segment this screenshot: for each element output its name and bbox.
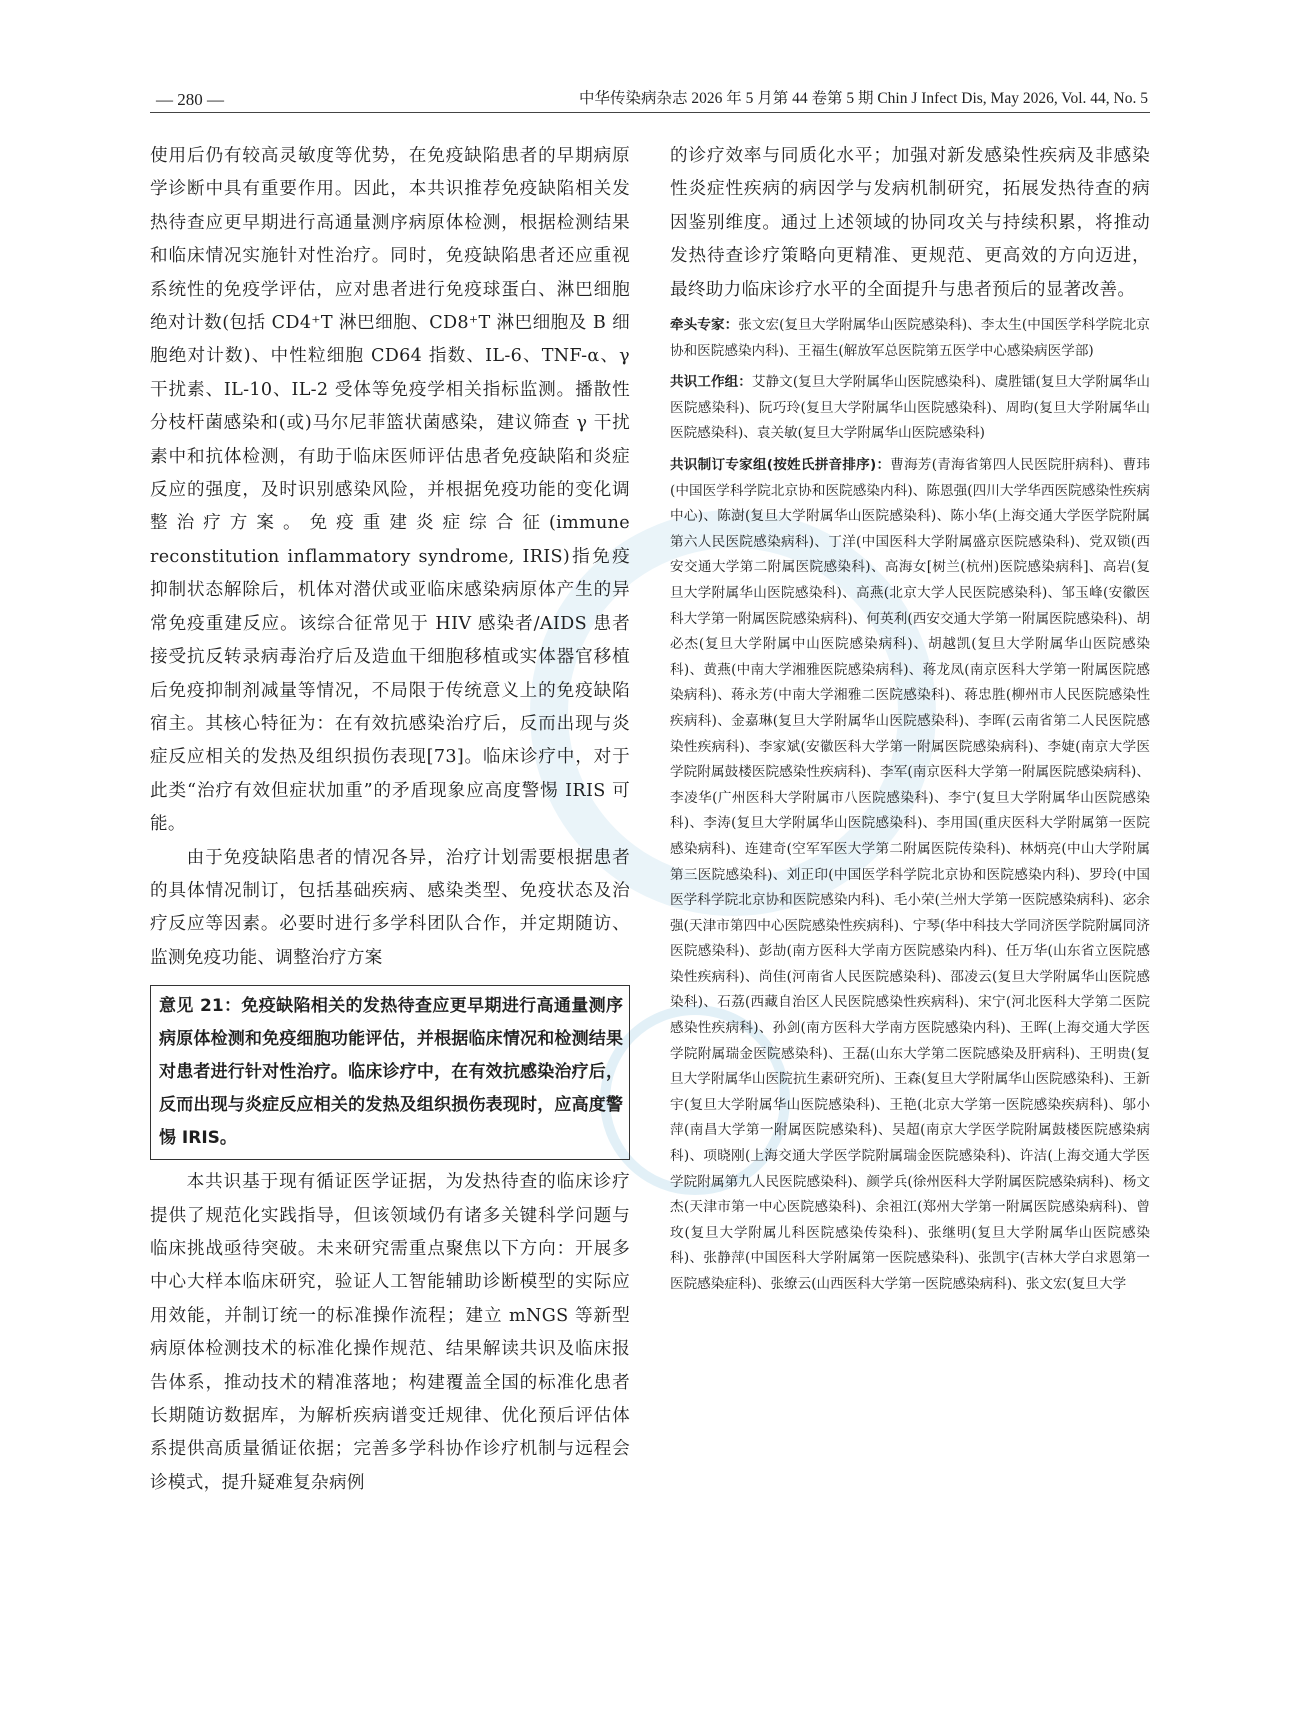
header-rule	[150, 112, 1150, 113]
working-group	[670, 370, 1150, 447]
opinion-21-box	[150, 985, 630, 1160]
left-paragraph-3-text: 本共识基于现有循证医学证据，为发热待查的临床诊疗提供了规范化实践指导，但该领域仍有诸多关键科学问题与临床挑战亟待突破。未来研究需重点聚焦以下方向：开展多中心大样本临床研究，验证人工智能辅助诊断模型的实际应用效能，并制订统一的标准操作流程；建立 mNGS 等新型病原体检测技术的标准化操作规范、结果解读共识及临床报告体系，推动技术的精准落地；构建覆盖全国的标准化患者长期随访数据库，为解析疾病谱变迁规律、优化预后评估体系提供高质量循证依据；完善多学科协作诊疗机制与远程会诊模式，提升疑难复杂病例	[150, 1172, 630, 1493]
left-paragraph-2	[150, 842, 630, 976]
working-group-label: 共识工作组：	[670, 374, 752, 391]
lead-experts-text: 张文宏(复旦大学附属华山医院感染科)、李太生(中国医学科学院北京协和医院感染内科)、王福生(解放军总医院第五医学中心感染病医学部)	[670, 317, 1150, 359]
lead-experts-label: 牵头专家：	[670, 317, 739, 334]
lead-experts	[670, 313, 1150, 364]
opinion-21-content: 意见 21：免疫缺陷相关的发热待查应更早期进行高通量测序病原体检测和免疫细胞功能评估，并根据临床情况和检测结果对患者进行针对性治疗。临床诊疗中，在有效抗感染治疗后，反而出现与炎症反应相关的发热及组织损伤表现时，应高度警惕 IRIS。	[159, 996, 623, 1149]
right-paragraph-1: 的诊疗效率与同质化水平；加强对新发感染性疾病及非感染性炎症性疾病的病因学与发病机制研究，拓展发热待查的病因鉴别维度。通过上述领域的协同攻关与持续积累，将推动发热待查诊疗策略向更精准、更规范、更高效的方向迈进，最终助力临床诊疗水平的全面提升与患者预后的显著改善。	[670, 146, 1150, 300]
page-number: — 280 —	[156, 90, 224, 109]
running-header: 中华传染病杂志 2026 年 5 月第 44 卷第 5 期 Chin J Infect Dis, May 2026, Vol. 44, No. 5	[578, 90, 1148, 107]
expert-panel	[670, 453, 1150, 1298]
expert-panel-label: 共识制订专家组(按姓氏拼音排序)：	[670, 457, 891, 473]
right-column	[670, 140, 1150, 1298]
opinion-21-text	[159, 990, 623, 1155]
left-paragraph-1: 使用后仍有较高灵敏度等优势，在免疫缺陷患者的早期病原学诊断中具有重要作用。因此，本共识推荐免疫缺陷相关发热待查应更早期进行高通量测序病原体检测，根据检测结果和临床情况实施针对性治疗。同时，免疫缺陷患者还应重视系统性的免疫学评估，应对患者进行免疫球蛋白、淋巴细胞绝对计数(包括 CD4⁺T 淋巴细胞、CD8⁺T 淋巴细胞及 B 细胞绝对计数)、中性粒细胞 CD64 指数、IL-6、TNF-α、γ 干扰素、IL-10、IL-2 受体等免疫学相关指标监测。播散性分枝杆菌感染和(或)马尔尼菲篮状菌感染，建议筛查 γ 干扰素中和抗体检测，有助于临床医师评估患者免疫缺陷和炎症反应的强度，及时识别感染风险，并根据免疫功能的变化调整治疗方案。免疫重建炎症综合征(immune reconstitution inflammatory syndrome, IRIS)指免疫抑制状态解除后，机体对潜伏或亚临床感染病原体产生的异常免疫重建反应。该综合征常见于 HIV 感染者/AIDS 患者接受抗反转录病毒治疗后及造血干细胞移植或实体器官移植后免疫抑制剂减量等情况，不局限于传统意义上的免疫缺陷宿主。其核心特征为：在有效抗感染治疗后，反而出现与炎症反应相关的发热及组织损伤表现[73]。临床诊疗中，对于此类“治疗有效但症状加重”的矛盾现象应高度警惕 IRIS 可能。	[150, 146, 630, 835]
left-paragraph-2-text: 由于免疫缺陷患者的情况各异，治疗计划需要根据患者的具体情况制订，包括基础疾病、感染类型、免疫状态及治疗反应等因素。必要时进行多学科团队合作，并定期随访、监测免疫功能、调整治疗方案	[150, 847, 630, 968]
working-group-text: 艾静文(复旦大学附属华山医院感染科)、虞胜镭(复旦大学附属华山医院感染科)、阮巧玲(复旦大学附属华山医院感染科)、周昀(复旦大学附属华山医院感染科)、袁关敏(复旦大学附属华山医院感染科)	[670, 374, 1150, 442]
left-paragraph-3	[150, 1166, 630, 1500]
left-column	[150, 140, 630, 1500]
expert-panel-text: 曹海芳(青海省第四人民医院肝病科)、曹玮(中国医学科学院北京协和医院感染内科)、陈恩强(四川大学华西医院感染性疾病中心)、陈澍(复旦大学附属华山医院感染科)、陈小华(上海交通大学医学院附属第六人民医院感染病科)、丁洋(中国医科大学附属盛京医院感染科)、党双锁(西安交通大学第二附属医院感染科)、高海女[树兰(杭州)医院感染病科]、高岩(复旦大学附属华山医院感染科)、高燕(北京大学人民医院感染科)、邹玉峰(安徽医科大学第一附属医院感染病科)、何英利(西安交通大学第一附属医院感染科)、胡必杰(复旦大学附属中山医院感染病科)、胡越凯(复旦大学附属华山医院感染科)、黄燕(中南大学湘雅医院感染病科)、蒋龙凤(南京医科大学第一附属医院感染病科)、蒋永芳(中南大学湘雅二医院感染科)、蒋忠胜(柳州市人民医院感染性疾病科)、金嘉琳(复旦大学附属华山医院感染科)、李晖(云南省第二人民医院感染性疾病科)、李家斌(安徽医科大学第一附属医院感染病科)、李婕(南京大学医学院附属鼓楼医院感染性疾病科)、李军(南京医科大学第一附属医院感染病科)、李凌华(广州医科大学附属市八医院感染科)、李宁(复旦大学附属华山医院感染科)、李涛(复旦大学附属华山医院感染科)、李用国(重庆医科大学附属第一医院感染病科)、连建奇(空军军医大学第二附属医院传染科)、林炳亮(中山大学附属第三医院感染科)、刘正印(中国医学科学院北京协和医院感染内科)、罗玲(中国医学科学院北京协和医院感染内科)、毛小荣(兰州大学第一医院感染病科)、宓余强(天津市第四中心医院感染性疾病科)、宁琴(华中科技大学同济医学院附属同济医院感染科)、彭劼(南方医科大学南方医院感染内科)、任万华(山东省立医院感染性疾病科)、尚佳(河南省人民医院感染科)、邵凌云(复旦大学附属华山医院感染科)、石荔(西藏自治区人民医院感染性疾病科)、宋宁(河北医科大学第二医院感染性疾病科)、孙剑(南方医科大学南方医院感染内科)、王晖(上海交通大学医学院附属瑞金医院感染科)、王磊(山东大学第二医院感染及肝病科)、王明贵(复旦大学附属华山医院抗生素研究所)、王森(复旦大学附属华山医院感染科)、王新宇(复旦大学附属华山医院感染科)、王艳(北京大学第一医院感染疾病科)、邬小萍(南昌大学第一附属医院感染科)、吴超(南京大学医学院附属鼓楼医院感染病科)、项晓刚(上海交通大学医学院附属瑞金医院感染科)、许洁(上海交通大学医学院附属第九人民医院感染科)、颜学兵(徐州医科大学附属医院感染病科)、杨文杰(天津市第一中心医院感染科)、余祖江(郑州大学第一附属医院感染病科)、曾玫(复旦大学附属儿科医院感染传染科)、张继明(复旦大学附属华山医院感染科)、张静萍(中国医科大学附属第一医院感染科)、张凯宇(吉林大学白求恩第一医院感染症科)、张缭云(山西医科大学第一医院感染病科)、张文宏(复旦大学	[670, 457, 1150, 1292]
